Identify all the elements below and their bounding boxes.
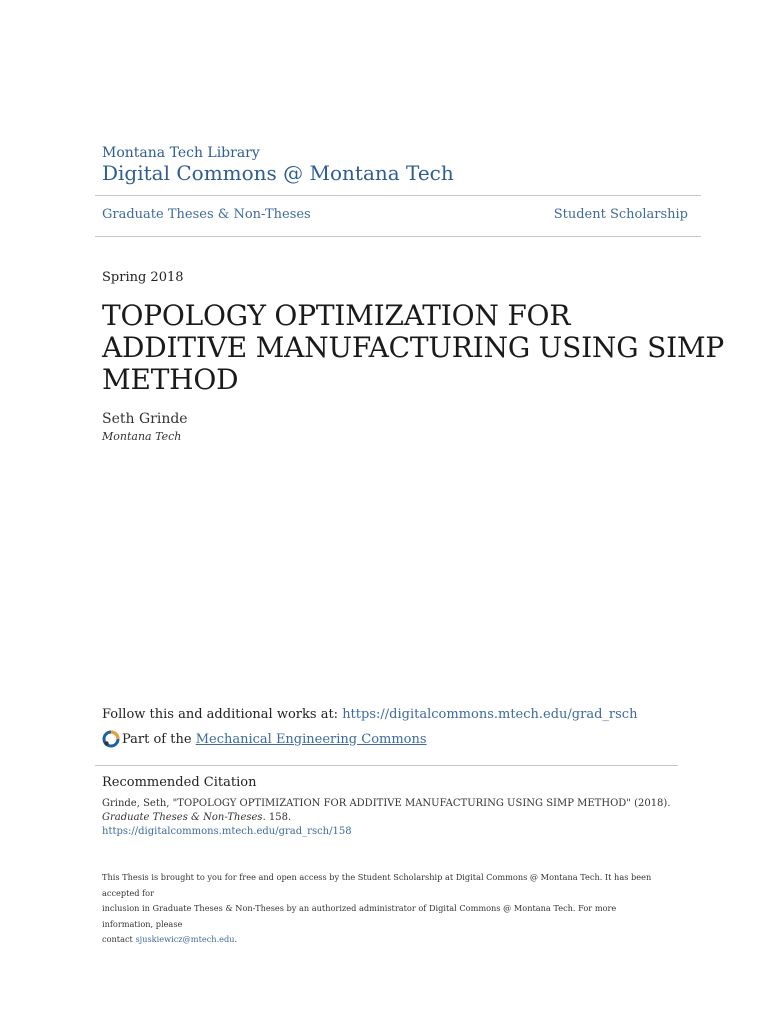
title-line: METHOD bbox=[102, 363, 239, 396]
citation-series: Graduate Theses & Non-Theses bbox=[102, 812, 263, 823]
commons-link[interactable]: Mechanical Engineering Commons bbox=[195, 731, 427, 747]
publication-date: Spring 2018 bbox=[102, 270, 184, 285]
follow-line bbox=[102, 707, 637, 722]
access-statement bbox=[102, 870, 662, 948]
divider-citation bbox=[95, 765, 678, 766]
part-of-line bbox=[102, 730, 427, 748]
paper-title bbox=[102, 299, 725, 396]
divider-nav bbox=[95, 236, 701, 237]
contact-prefix: contact bbox=[102, 934, 136, 944]
library-name: Montana Tech Library bbox=[102, 145, 260, 161]
part-of-prefix: Part of the bbox=[122, 731, 192, 747]
citation-line: Grinde, Seth, "TOPOLOGY OPTIMIZATION FOR ADDITIVE MANUFACTURING USING SIMP METHOD" (2018). bbox=[102, 798, 671, 809]
author-institution: Montana Tech bbox=[102, 430, 182, 443]
scholarship-link[interactable]: Student Scholarship bbox=[553, 207, 688, 222]
follow-prefix: Follow this and additional works at: bbox=[102, 707, 343, 722]
citation-body bbox=[102, 797, 682, 839]
author-name: Seth Grinde bbox=[102, 411, 188, 427]
access-text-line: This Thesis is brought to you for free and open access by the Student Scholarship at Digital Commons @ Montana Tech. It has been accepted for bbox=[102, 872, 652, 898]
contact-suffix: . bbox=[234, 934, 238, 944]
divider-top bbox=[95, 195, 701, 196]
citation-url-link[interactable]: https://digitalcommons.mtech.edu/grad_rsch/158 bbox=[102, 826, 352, 837]
bepress-commons-icon bbox=[102, 730, 120, 748]
title-line: ADDITIVE MANUFACTURING USING SIMP bbox=[102, 331, 725, 364]
citation-number: . 158. bbox=[262, 812, 292, 823]
repository-name[interactable]: Digital Commons @ Montana Tech bbox=[102, 161, 454, 185]
access-contact-line bbox=[102, 932, 662, 948]
title-line: TOPOLOGY OPTIMIZATION FOR bbox=[102, 299, 571, 332]
citation-heading: Recommended Citation bbox=[102, 775, 257, 790]
access-text-line: inclusion in Graduate Theses & Non-Theses by an authorized administrator of Digital Commons @ Montana Tech. For more information, please bbox=[102, 903, 617, 929]
citation-series-line bbox=[102, 811, 682, 825]
collection-link[interactable]: Graduate Theses & Non-Theses bbox=[102, 207, 311, 222]
follow-url-link[interactable]: https://digitalcommons.mtech.edu/grad_rsch bbox=[342, 707, 638, 722]
contact-email-link[interactable]: sjuskiewicz@mtech.edu bbox=[135, 934, 235, 944]
